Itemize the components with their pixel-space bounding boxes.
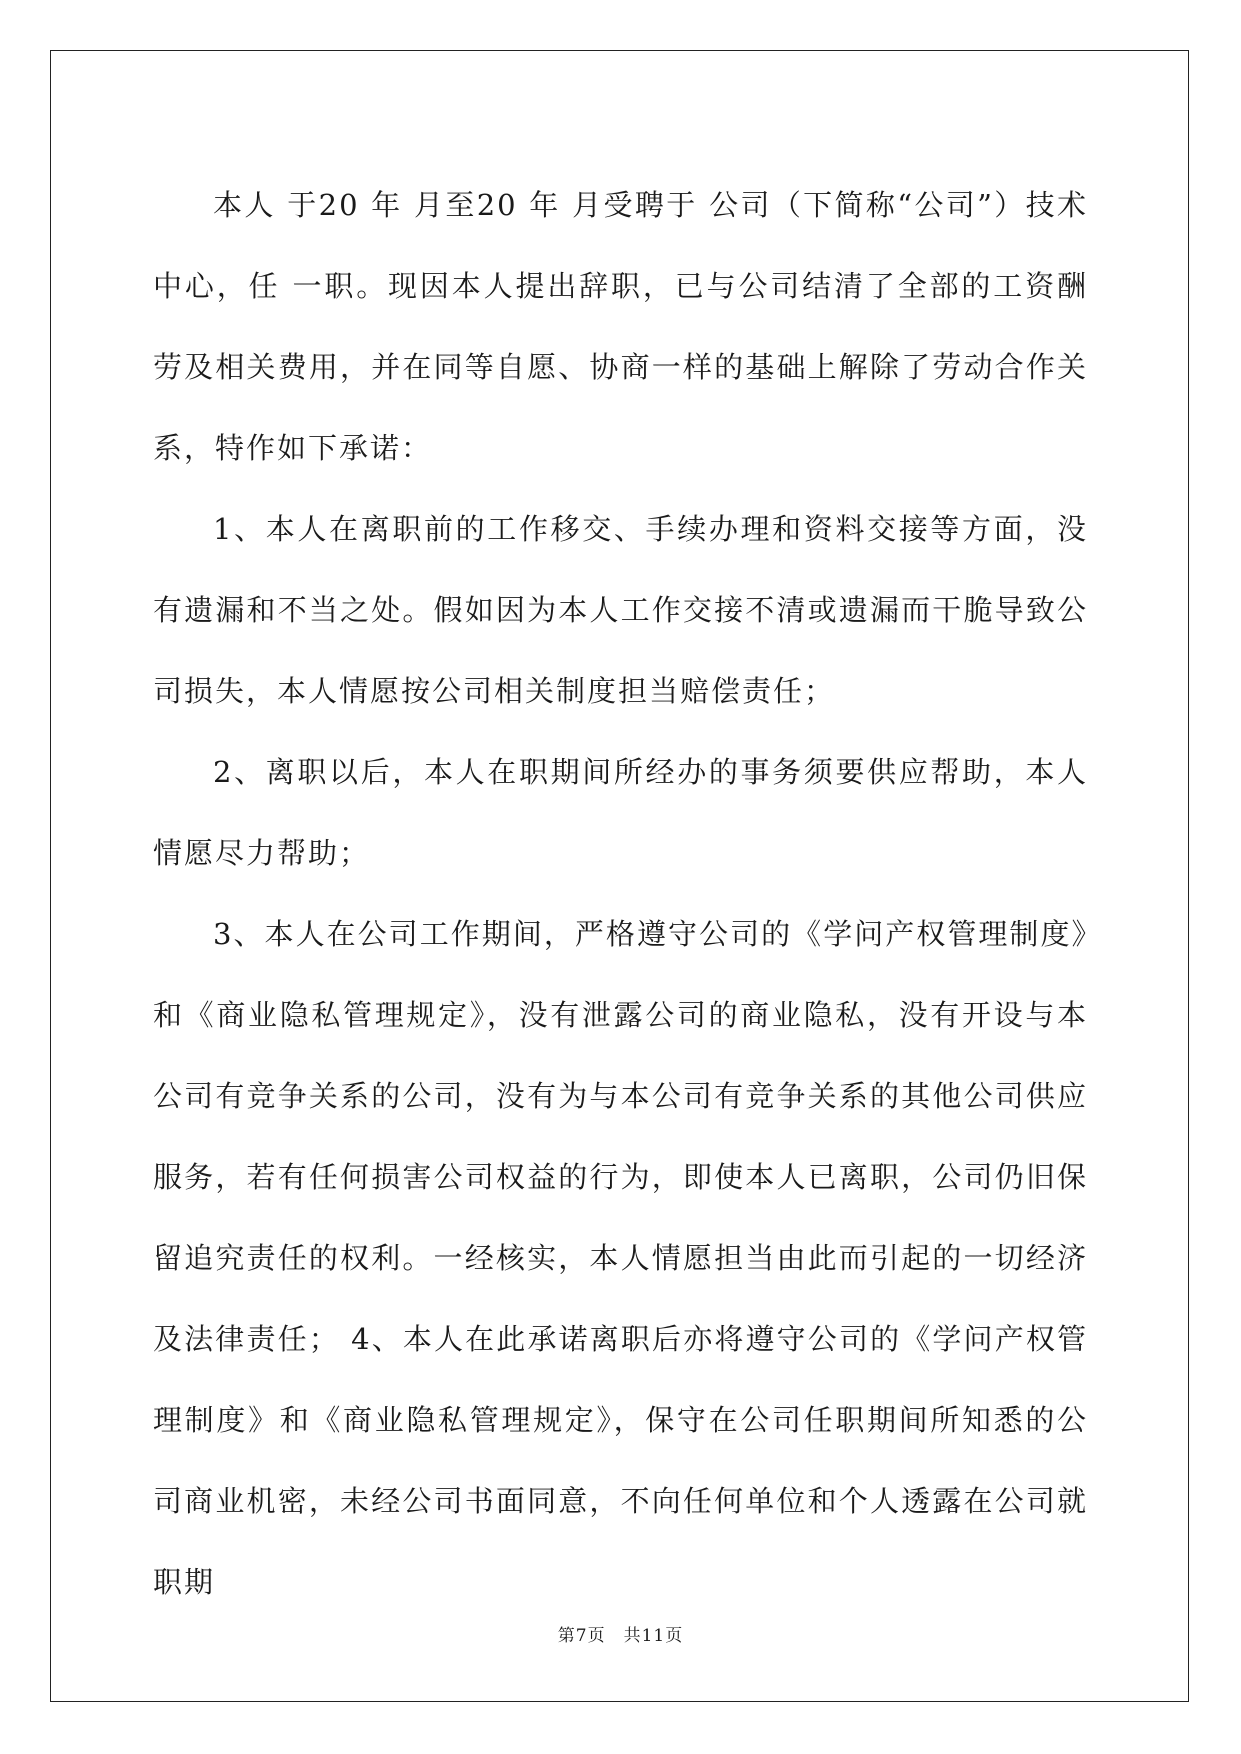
paragraph-intro: 本人 于20 年 月至20 年 月受聘于 公司（下简称“公司”）技术中心，任 一职。现因本人提出辞职，已与公司结清了全部的工资酬劳及相关费用，并在同等自愿、协商一样的基础上解除了劳动合作关系，特作如下承诺： bbox=[153, 188, 1088, 465]
paragraph-item-3: 3、本人在公司工作期间，严格遵守公司的《学问产权管理制度》和《商业隐私管理规定》，没有泄露公司的商业隐私，没有开设与本公司有竞争关系的公司，没有为与本公司有竞争关系的其他公司供应服务，若有任何损害公司权益的行为，即使本人已离职，公司仍旧保留追究责任的权利。一经核实，本人情愿担当由此而引起的一切经济及法律责任； 4、本人在此承诺离职后亦将遵守公司的《学问产权管理制度》和《商业隐私管理规定》，保守在公司任职期间所知悉的公司商业机密，未经公司书面同意，不向任何单位和个人透露在公司就职期 bbox=[153, 917, 1088, 1599]
page-footer: 第7页 共11页 bbox=[557, 1626, 684, 1646]
paragraph-item-1: 1、本人在离职前的工作移交、手续办理和资料交接等方面，没有遗漏和不当之处。假如因为本人工作交接不清或遗漏而干脆导致公司损失，本人情愿按公司相关制度担当赔偿责任； bbox=[153, 512, 1088, 708]
document-body bbox=[153, 165, 1088, 1623]
paragraph-item-2: 2、离职以后，本人在职期间所经办的事务须要供应帮助，本人情愿尽力帮助； bbox=[153, 755, 1088, 870]
